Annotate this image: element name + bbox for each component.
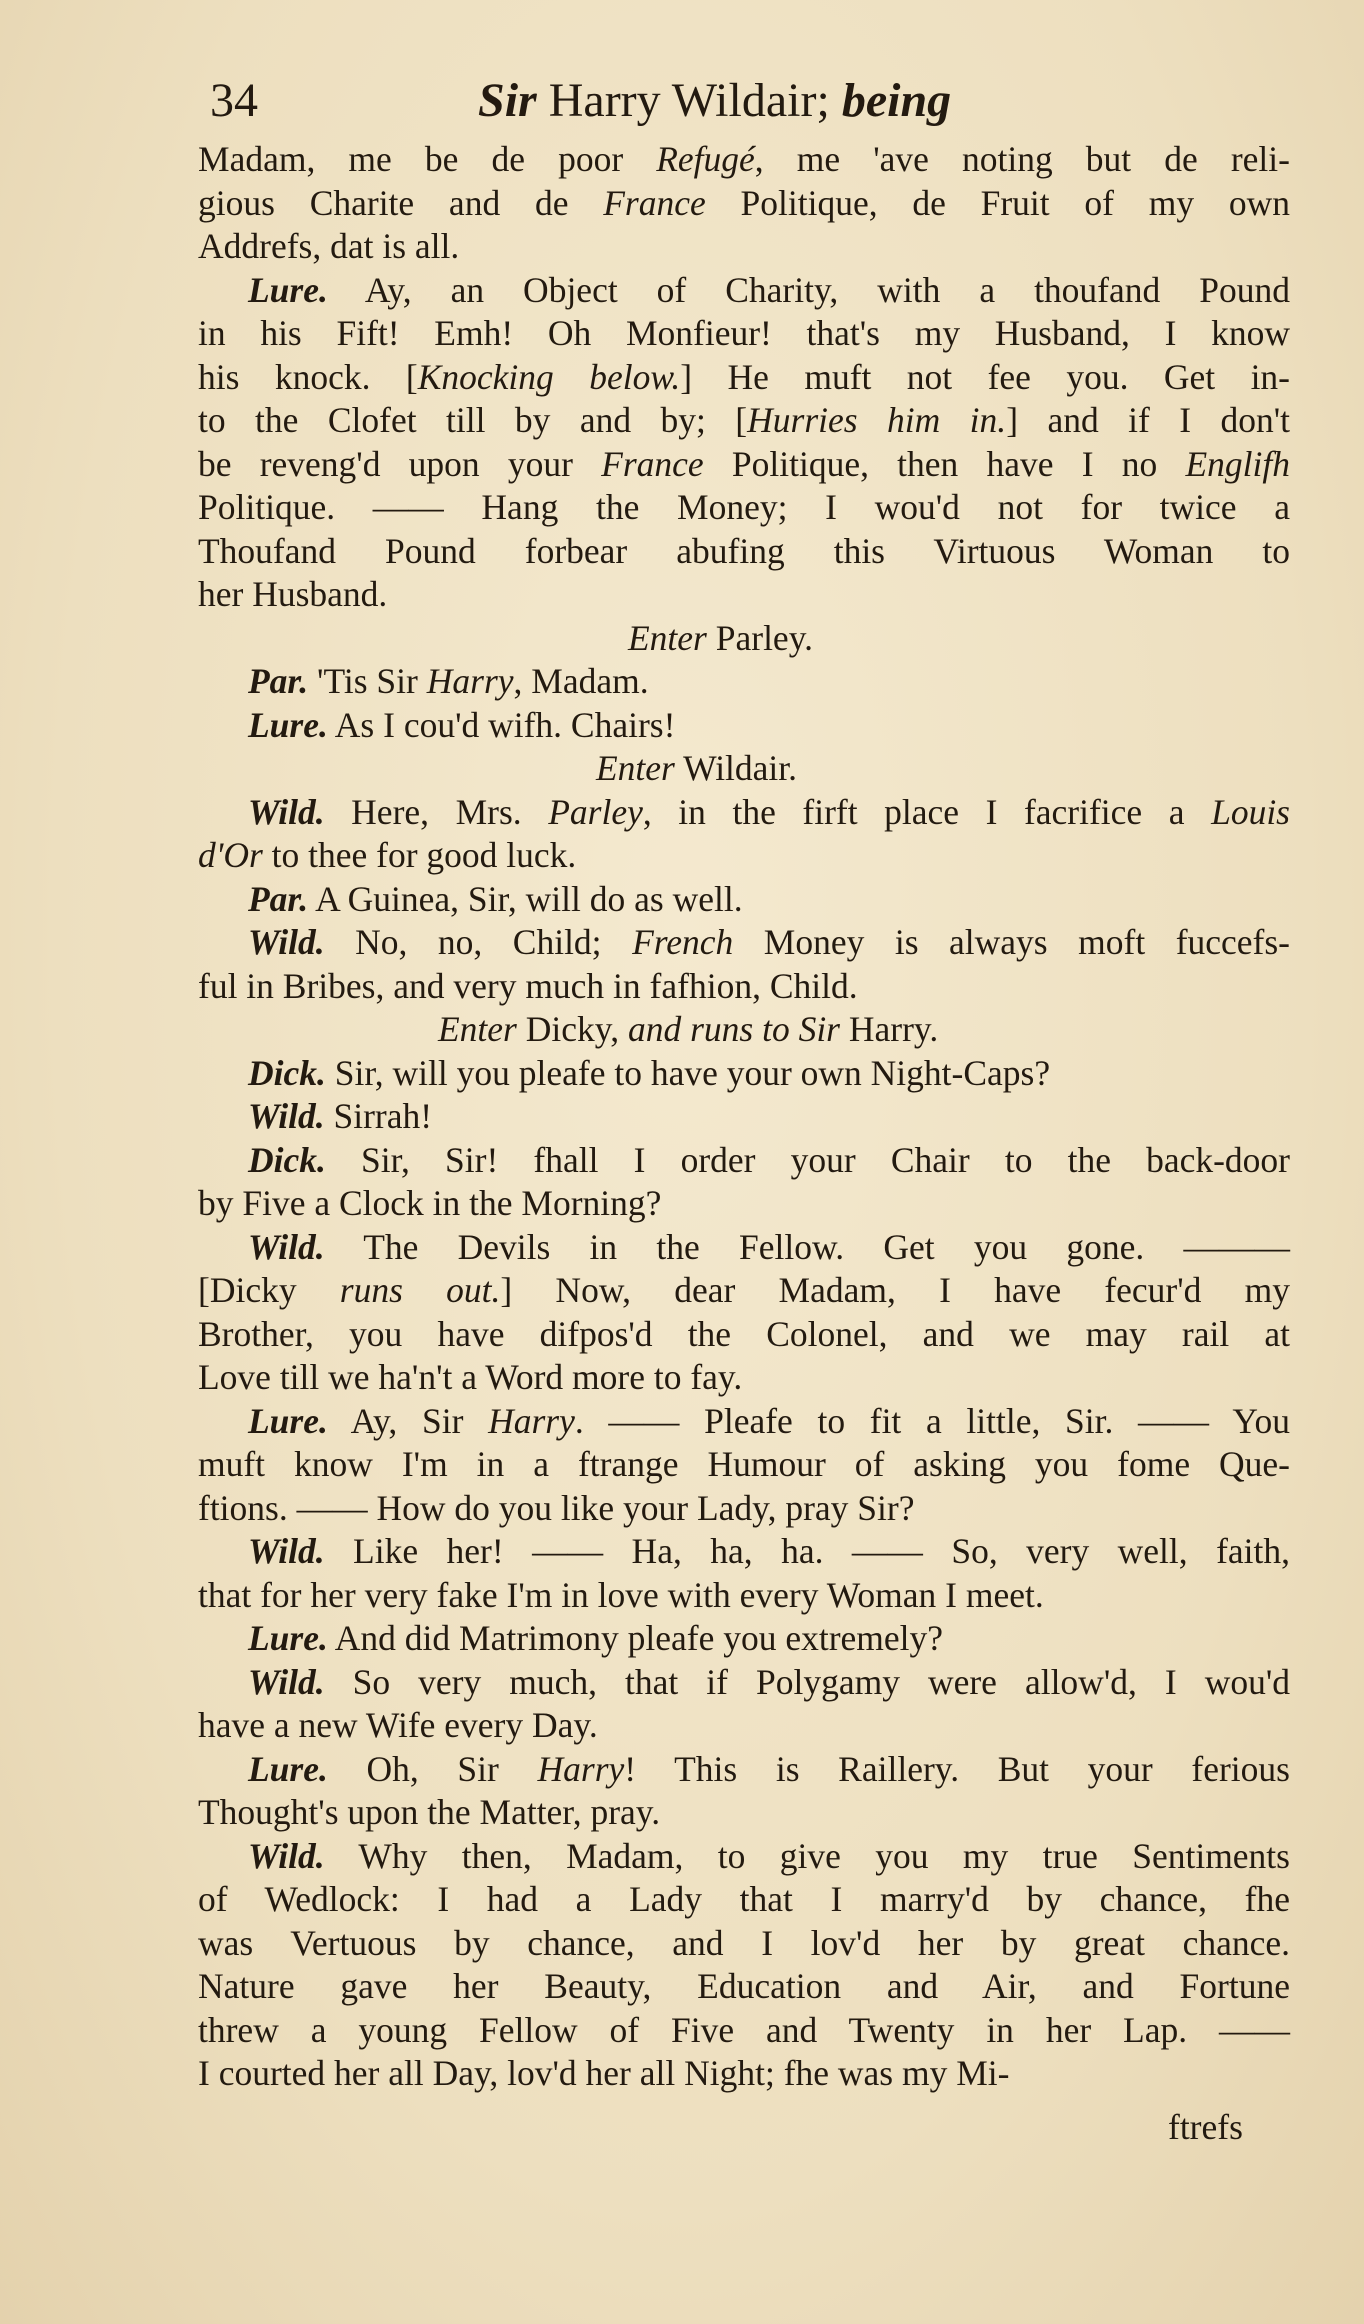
page-header xyxy=(210,66,1295,136)
text-line: his knock. [Knocking below.] He muft not fee you. Get in- xyxy=(198,356,1291,397)
catchword: ftrefs xyxy=(1168,2107,1243,2147)
text-line: ful in Bribes, and very much in fafhion, Child. xyxy=(198,965,858,1006)
text-line: Politique. —— Hang the Money; I wou'd not for twice a xyxy=(198,487,1290,527)
text-line: be reveng'd upon your France Politique, then have I no Englifh xyxy=(198,443,1290,484)
text-line: Dick. Sir, Sir! fhall I order your Chair to the back-door xyxy=(248,1139,1290,1180)
text-line: Enter Dicky, and runs to Sir Harry. xyxy=(438,1009,939,1049)
text-line: Dick. Sir, will you pleafe to have your own Night-Caps? xyxy=(248,1052,1051,1093)
text-line: Par. 'Tis Sir Harry, Madam. xyxy=(248,661,649,701)
running-title xyxy=(478,66,951,136)
text-line: in his Fift! Emh! Oh Monfieur! that's my Husband, I know xyxy=(198,313,1290,353)
text-line: Lure. Ay, Sir Harry. —— Pleafe to fit a little, Sir. —— You xyxy=(248,1400,1290,1441)
play-text xyxy=(198,138,1290,2096)
text-line: Lure. Ay, an Object of Charity, with a thoufand Pound xyxy=(248,269,1290,310)
text-line: Thoufand Pound forbear abufing this Virtuous Woman to xyxy=(198,530,1290,571)
text-line: d'Or to thee for good luck. xyxy=(198,835,577,875)
text-line: [Dicky runs out.] Now, dear Madam, I have fecur'd my xyxy=(198,1270,1290,1310)
text-line: gious Charite and de France Politique, de Fruit of my own xyxy=(198,182,1290,223)
text-line: Wild. Sirrah! xyxy=(248,1096,433,1136)
text-line: Par. A Guinea, Sir, will do as well. xyxy=(248,878,743,919)
text-line: Wild. Here, Mrs. Parley, in the firft place I facrifice a Louis xyxy=(248,791,1290,832)
text-line: Wild. So very much, that if Polygamy were allow'd, I wou'd xyxy=(248,1661,1290,1702)
text-line: her Husband. xyxy=(198,574,388,614)
running-title-roman: Harry Wildair; xyxy=(548,74,830,127)
text-line: Lure. Oh, Sir Harry! This is Raillery. But your ferious xyxy=(248,1748,1290,1789)
text-line: Wild. No, no, Child; French Money is always moft fuccefs- xyxy=(248,922,1290,962)
text-line: Madam, me be de poor Refugé, me 'ave noting but de reli- xyxy=(198,139,1290,179)
text-line: Thought's upon the Matter, pray. xyxy=(198,1792,661,1832)
text-line: Nature gave her Beauty, Education and Air, and Fortune xyxy=(198,1966,1290,2006)
text-line: Wild. Like her! —— Ha, ha, ha. —— So, very well, faith, xyxy=(248,1531,1290,1571)
text-line: by Five a Clock in the Morning? xyxy=(198,1183,662,1223)
text-line: Addrefs, dat is all. xyxy=(198,226,460,266)
text-line: I courted her all Day, lov'd her all Night; fhe was my Mi- xyxy=(198,2053,1010,2093)
text-line: Lure. And did Matrimony pleafe you extremely? xyxy=(248,1618,944,1658)
running-title-italic-b: being xyxy=(841,74,952,127)
text-line: was Vertuous by chance, and I lov'd her by great chance. xyxy=(198,1922,1290,1963)
text-line: Love till we ha'n't a Word more to fay. xyxy=(198,1357,743,1397)
text-line: Enter Parley. xyxy=(628,617,814,658)
text-line: threw a young Fellow of Five and Twenty in her Lap. —— xyxy=(198,2009,1290,2050)
running-title-italic-a: Sir xyxy=(478,74,537,127)
text-line: Brother, you have difpos'd the Colonel, and we may rail at xyxy=(198,1313,1290,1354)
text-line: Enter Wildair. xyxy=(596,748,798,788)
text-line: ftions. —— How do you like your Lady, pray Sir? xyxy=(198,1487,915,1528)
text-line: muft know I'm in a ftrange Humour of asking you fome Que- xyxy=(198,1444,1290,1484)
page-number: 34 xyxy=(210,74,258,127)
text-line: have a new Wife every Day. xyxy=(198,1705,598,1745)
text-line: Wild. The Devils in the Fellow. Get you gone. ——— xyxy=(248,1226,1290,1267)
text-line: that for her very fake I'm in love with every Woman I meet. xyxy=(198,1574,1044,1615)
text-line: of Wedlock: I had a Lady that I marry'd by chance, fhe xyxy=(198,1879,1290,1919)
text-line: to the Clofet till by and by; [Hurries him in.] and if I don't xyxy=(198,400,1290,440)
text-line: Wild. Why then, Madam, to give you my true Sentiments xyxy=(248,1835,1290,1876)
text-line: Lure. As I cou'd wifh. Chairs! xyxy=(248,704,676,745)
